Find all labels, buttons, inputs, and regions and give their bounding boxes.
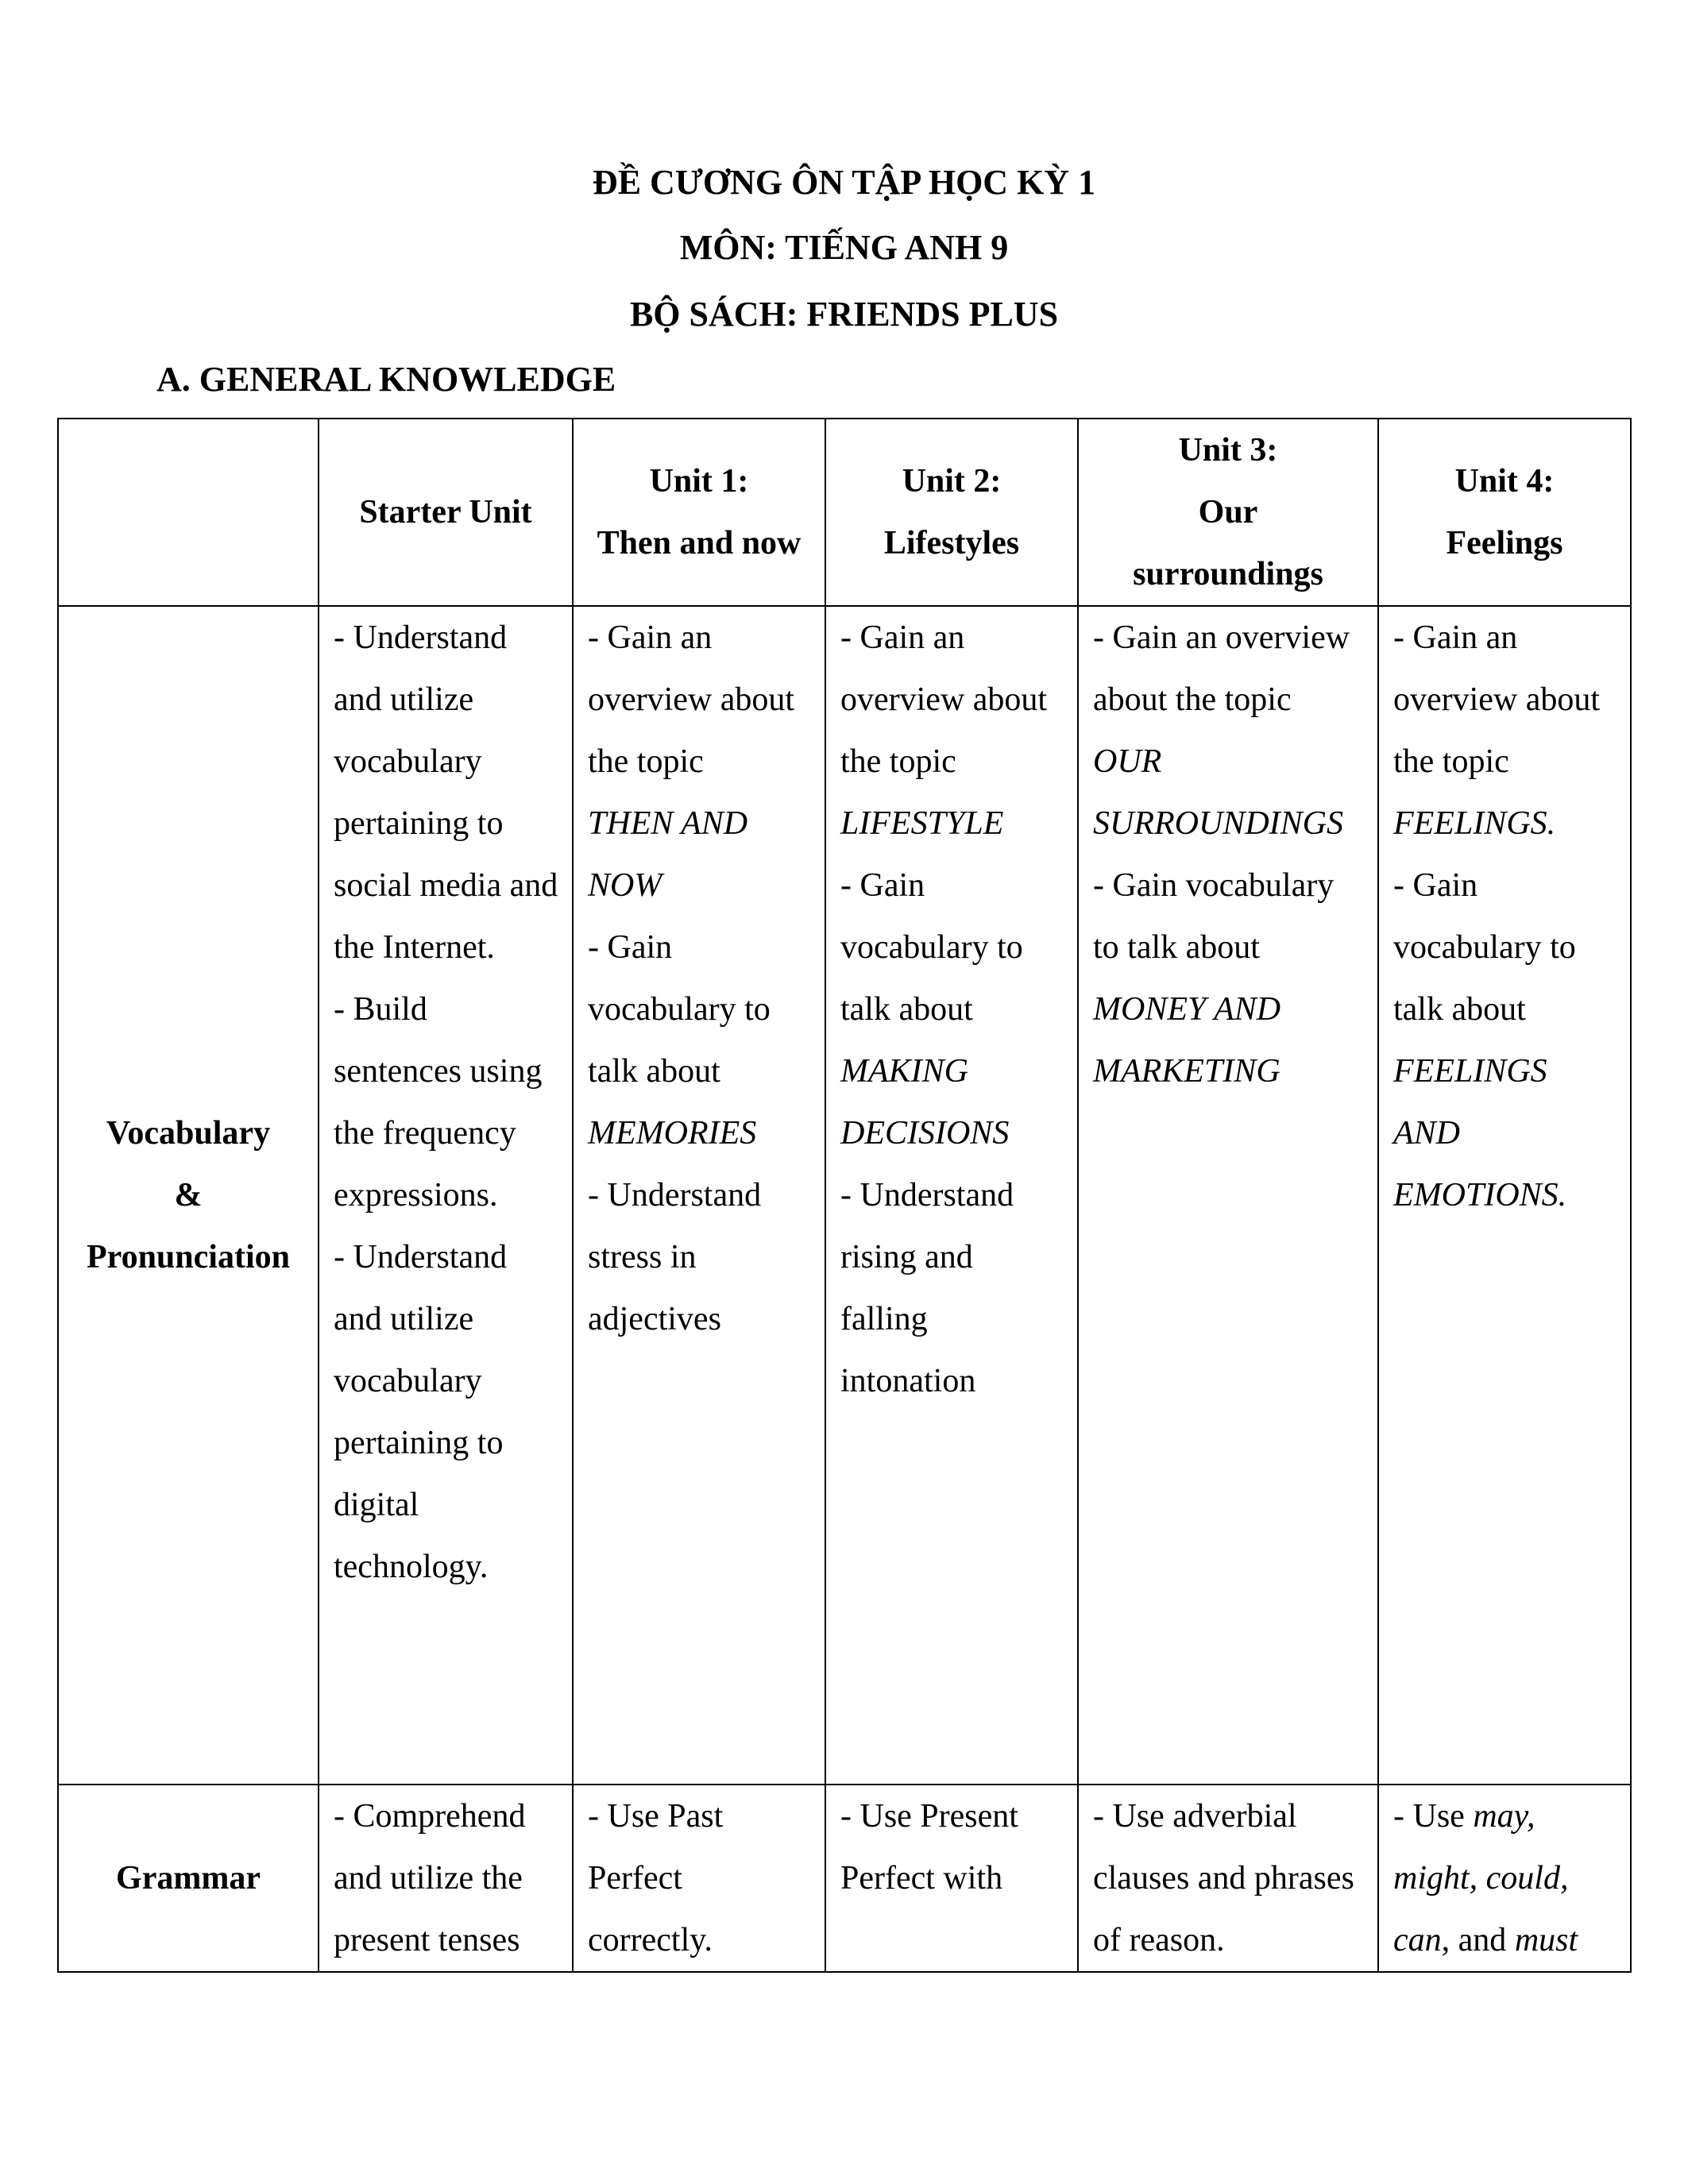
vocabulary-unit-2-cell: - Gain an overview about the topic LIFESTYLE - Gain vocabulary to talk about MAKING DECISIONS - Understand rising and falling intonation — [825, 606, 1078, 1785]
grammar-unit-3-cell: - Use adverbial clauses and phrases of reason. — [1078, 1785, 1378, 1972]
grammar-row-label: Grammar — [58, 1785, 319, 1972]
grammar-unit-2-cell: - Use Present Perfect with — [825, 1785, 1078, 1972]
grammar-row — [58, 1785, 1631, 1972]
section-heading: A. GENERAL KNOWLEDGE — [156, 360, 616, 399]
grammar-starter-cell: - Comprehend and utilize the present tenses — [319, 1785, 573, 1972]
header-unit-4: Unit 4: Feelings — [1378, 419, 1631, 606]
grammar-unit-4-cell: - Use may, might, could, can, and must — [1378, 1785, 1631, 1972]
header-starter-unit: Starter Unit — [319, 419, 573, 606]
header-unit-3: Unit 3: Our surroundings — [1078, 419, 1378, 606]
header-row — [58, 419, 1631, 606]
header-empty — [58, 419, 319, 606]
knowledge-table — [57, 418, 1632, 1973]
vocabulary-unit-4-cell: - Gain an overview about the topic FEELINGS. - Gain vocabulary to talk about FEELINGS AND EMOTIONS. — [1378, 606, 1631, 1785]
vocabulary-starter-cell: - Understand and utilize vocabulary pertaining to social media and the Internet. - Build sentences using the frequency expressions. - Understand and utilize vocabulary pertaining to digital technology. — [319, 606, 573, 1785]
vocabulary-unit-1-cell: - Gain an overview about the topic THEN AND NOW - Gain vocabulary to talk about MEMORIES - Understand stress in adjectives — [573, 606, 825, 1785]
vocabulary-row-label: Vocabulary & Pronunciation — [58, 606, 319, 1785]
book-title: BỘ SÁCH: FRIENDS PLUS — [629, 295, 1059, 334]
grammar-unit-1-cell: - Use Past Perfect correctly. — [573, 1785, 825, 1972]
header-unit-1: Unit 1: Then and now — [573, 419, 825, 606]
document-title: ĐỀ CƯƠNG ÔN TẬP HỌC KỲ 1 — [592, 163, 1096, 202]
subject-title: MÔN: TIẾNG ANH 9 — [679, 228, 1009, 267]
header-unit-2: Unit 2: Lifestyles — [825, 419, 1078, 606]
vocabulary-unit-3-cell: - Gain an overview about the topic OUR SURROUNDINGS - Gain vocabulary to talk about MONEY AND MARKETING — [1078, 606, 1378, 1785]
vocabulary-row — [58, 606, 1631, 1785]
